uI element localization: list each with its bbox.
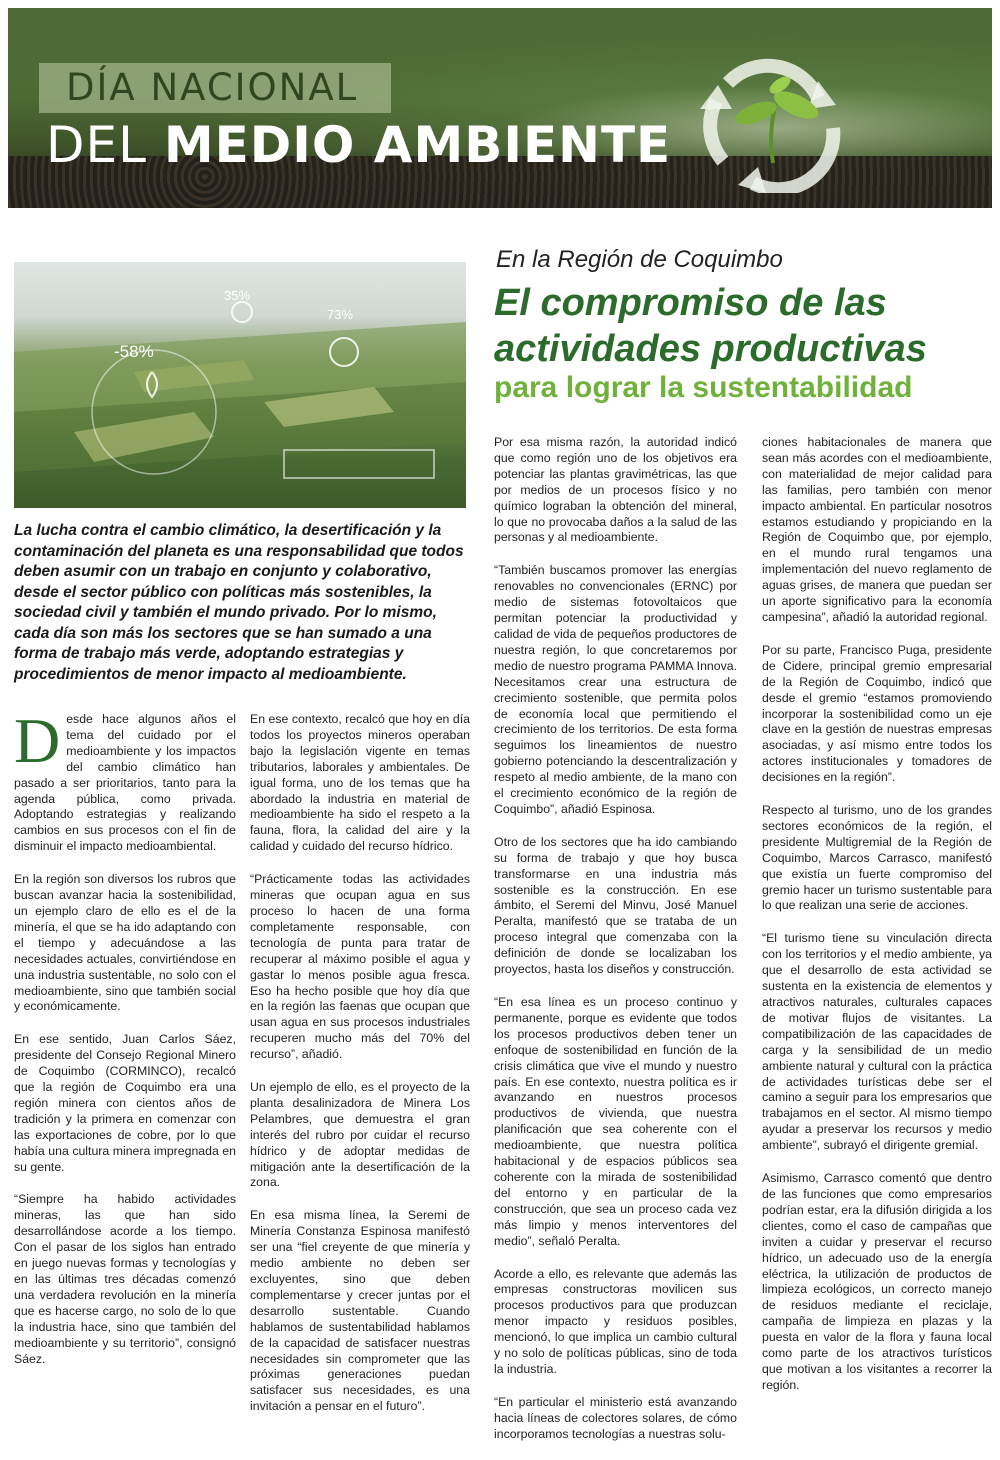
banner-title-bold: MEDIO AMBIENTE (163, 116, 672, 174)
paragraph: “También buscamos promover las energías renovables no convencionales (ERNC) por medio de sistemas fotovoltaicos que permitan potenciar la productividad y calidad de vida de pequeños productores de nuestra región, lo que concretaremos por medio de nuestro programa PAMMA Innova. Necesitamos crear una estructura de crecimiento sostenible, que permita polos de economía local que permitiendo el crecimiento de los territorios. De esta forma seguimos los lineamientos de nuestro gobierno potenciando la descentralización y respeto al medio ambiente, de la mano con el crecimiento económico de la región de Coquimbo”, añadió Espinosa. (494, 563, 737, 816)
paragraph: “En particular el ministerio está avanzando hacia líneas de colectores solares, de cómo incorporamos tecnologías a nuestras solu- (494, 1394, 737, 1441)
banner-title-light: DEL (46, 116, 164, 174)
banner-title-line2 (46, 116, 671, 174)
paragraph: Un ejemplo de ello, es el proyecto de la planta desalinizadora de Minera Los Pelambres, que demuestra el gran interés del rubro por cuidar el recurso hídrico y de adoptar medidas de mitigación ante la desertificación de la zona. (250, 1080, 470, 1190)
article-column-4 (762, 435, 992, 1411)
paragraph: “Siempre ha habido actividades mineras, las que han sido desarrollándose acorde a los tiempo. Con el pasar de los siglos han entrado en juego nuevas formas y tecnologías y en las últimas tres décadas comenzó una verdadera revolución en la minería que es hacerse cargo, no solo de lo que la industria hace, sino que también del medioambiente y su territorio”, consignó Sáez. (14, 1192, 236, 1366)
paragraph: “Prácticamente todas las actividades mineras que ocupan agua en sus proceso lo hacen de una forma completamente responsable, con tecnología de punta para tratar de recuperar al máximo posible el agua y gastar lo menos posible agua fresca. Eso ha hecho posible que hoy día que en la región las faenas que ocupan que usan agua en sus procesos industriales recuperen mucho más del 70% del recurso”, añadió. (250, 872, 470, 1062)
article-lead: La lucha contra el cambio climático, la desertificación y la contaminación del planeta es una responsabilidad que todos deben asumir con un trabajo en conjunto y colaborativo, desde el sector público con políticas más sostenibles, la sociedad civil y también el mundo privado. Por lo mismo, cada día son más los sectores que se han sumado a una forma de trabajo más verde, adoptando estrategias y procedimientos de menor impacto al medioambiente. (14, 522, 464, 683)
recycle-sprout-icon (668, 43, 858, 193)
paragraph: “En esa línea es un proceso continuo y permanente, porque es evidente que todos los procesos productivos deben tener un enfoque de sostenibilidad en función de la crisis climática que vive el mundo y nuestro país. En ese contexto, nuestra política es ir avanzando en nuestros procesos productivos de vivienda, que nuestra planificación que sea coherente con el medioambiente, que nuestra política habitacional y de espacios públicos sea coherente con la mirada de sostenibilidad del entorno y en particular de la construcción, que sea un proceso cada vez más limpio y menos interventores del medio”, señaló Peralta. (494, 995, 737, 1248)
photo-label-2: 35% (224, 288, 251, 303)
paragraph: “El turismo tiene su vinculación directa con los territorios y el medio ambiente, ya que el desarrollo de esta actividad se sustenta en la existencia de elementos y atractivos naturales, culturales capaces de motivar flujos de visitantes. La compatibilización de las capacidades de carga y la sensibilidad de un medio ambiente natural y cultural con la práctica de actividades turísticas debe ser el camino a seguir para los empresarios que trabajamos en el sector. Al mismo tiempo ayudar a preservar los recursos y medio ambiente”, subrayó el dirigente gremial. (762, 931, 992, 1153)
paragraph: Otro de los sectores que ha ido cambiando su forma de trabajo y que hoy busca transformarse en una industria más sostenible es la construcción. En ese ámbito, el Seremi del Minvu, José Manuel Peralta, manifestó que se trataba de un proceso integral que comenzaba con la definición de donde se localizaban los proyectos, hasta los diseños y construcción. (494, 834, 737, 977)
paragraph: Por esa misma razón, la autoridad indicó que como región uno de los objetivos era potenciar las plantas gravimétricas, las que por medios de un procesos físico y no químico lograban la obtención del mineral, lo que no provocaba daños a la salud de las personas y al medioambiente. (494, 435, 737, 545)
photo-label-1: -58% (114, 342, 154, 361)
paragraph: En la región son diversos los rubros que buscan avanzar hacia la sostenibilidad, un ejemplo claro de ello es el de la minería, el que se ha ido adaptando con el tiempo y adecuándose a las necesidades actuales, convirtiéndose en una industria sustentable, no solo con el medioambiente, sino que también social y económicamente. (14, 872, 236, 1014)
drop-cap: D (14, 705, 61, 776)
paragraph: En ese contexto, recalcó que hoy en día todos los proyectos mineros operaban bajo la legislación vigente en temas tributarios, laborales y ambientales. De igual forma, uno de los temas que ha abordado la industria en material de medioambiente ha sido el respeto a la fauna, flora, la calidad del aire y la calidad y cuidado del recurso hídrico. (250, 712, 470, 854)
paragraph: En esa misma línea, la Seremi de Minería Constanza Espinosa manifestó ser una “fiel creyente de que minería y medio ambiente no deben ser excluyentes, sino que deben complementarse y crecer juntas por el desarrollo sustentable. Cuando hablamos de sustentabilidad hablamos de la capacidad de satisfacer nuestras necesidades sin comprometer que las próximas generaciones puedan satisfacer sus necesidades, es una invitación a pensar en el futuro”. (250, 1208, 470, 1414)
article-column-2 (250, 712, 470, 1432)
photo-label-3: 73% (327, 307, 354, 322)
paragraph: ciones habitacionales de manera que sean más acordes con el medioambiente, con materialidad de mejor calidad para las familias, pero también con menor impacto ambiental. En particular nosotros estamos estudiando y propiciando en la Región de Coquimbo que, por ejemplo, en el mundo rural tengamos una implementación del nuevo reglamento de aguas grises, de manera que puedan ser un aporte significativo para la economía campesina”, añadió la autoridad regional. (762, 435, 992, 624)
article-column-3 (494, 435, 737, 1460)
paragraph: En ese sentido, Juan Carlos Sáez, presidente del Consejo Regional Minero de Coquimbo (CORMINCO), recalcó que la región de Coquimbo era una región minera con cientos años de tradición y la primera en comenzar con las exportaciones de cobre, por lo que había una cultura minera impregnada en su gente. (14, 1032, 236, 1174)
article-column-1 (14, 705, 236, 1384)
article-subheadline: para lograr la sustentabilidad (494, 371, 913, 404)
paragraph: Respecto al turismo, uno de los grandes sectores económicos de la región, el presidente Multigremial de la Región de Coquimbo, Marcos Carrasco, manifestó que existía un fuerte compromiso del gremio hacer un turismo sustentable para lo que realizan una serie de acciones. (762, 803, 992, 913)
paragraph: Asimismo, Carrasco comentó que dentro de las funciones que como empresarios podrían estar, era la difusión dirigida a los clientes, como el caso de campañas que inviten a cuidar y preservar el recurso hídrico, un adecuado uso de la energía eléctrica, la utilización de productos de limpieza ecológicos, un correcto manejo de residuos mediante el reciclaje, campaña de limpieza en plazas y la puesta en valor de la flora y fauna local como parte de los atractivos turísticos que motivan a los visitantes a recorrer la región. (762, 1171, 992, 1392)
paragraph (14, 705, 236, 855)
banner-title-line1: DÍA NACIONAL (66, 66, 359, 109)
header-banner (8, 8, 992, 208)
landscape-photo (14, 262, 466, 508)
article-kicker: En la Región de Coquimbo (496, 246, 783, 273)
photo-overlay (14, 262, 466, 508)
paragraph: Por su parte, Francisco Puga, presidente de Cidere, principal gremio empresarial de la Región de Coquimbo, indicó que desde el gremio “estamos promoviendo incorporar la sostenibilidad como un eje clave en la gestión de nuestras empresas asociadas, y así mismo entre todos los actores institucionales y tomadores de decisiones en la región”. (762, 642, 992, 785)
paragraph-text: esde hace algunos años el tema del cuidado por el medioambiente y los impactos del cambio climático han pasado a ser prioritarios, tanto para la agenda pública, como privada. Adoptando estrategias y realizando cambios en sus procesos con el fin de disminuir el impacto medioambiental. (14, 712, 236, 854)
article-headline: El compromiso de las actividades productivas (494, 282, 927, 370)
paragraph: Acorde a ello, es relevante que además las empresas constructoras movilicen sus procesos productivos para que produzcan menor impacto y residuos posibles, mencionó, lo que implica un cambio cultural y no solo de políticas públicas, sino de toda la industria. (494, 1266, 737, 1376)
